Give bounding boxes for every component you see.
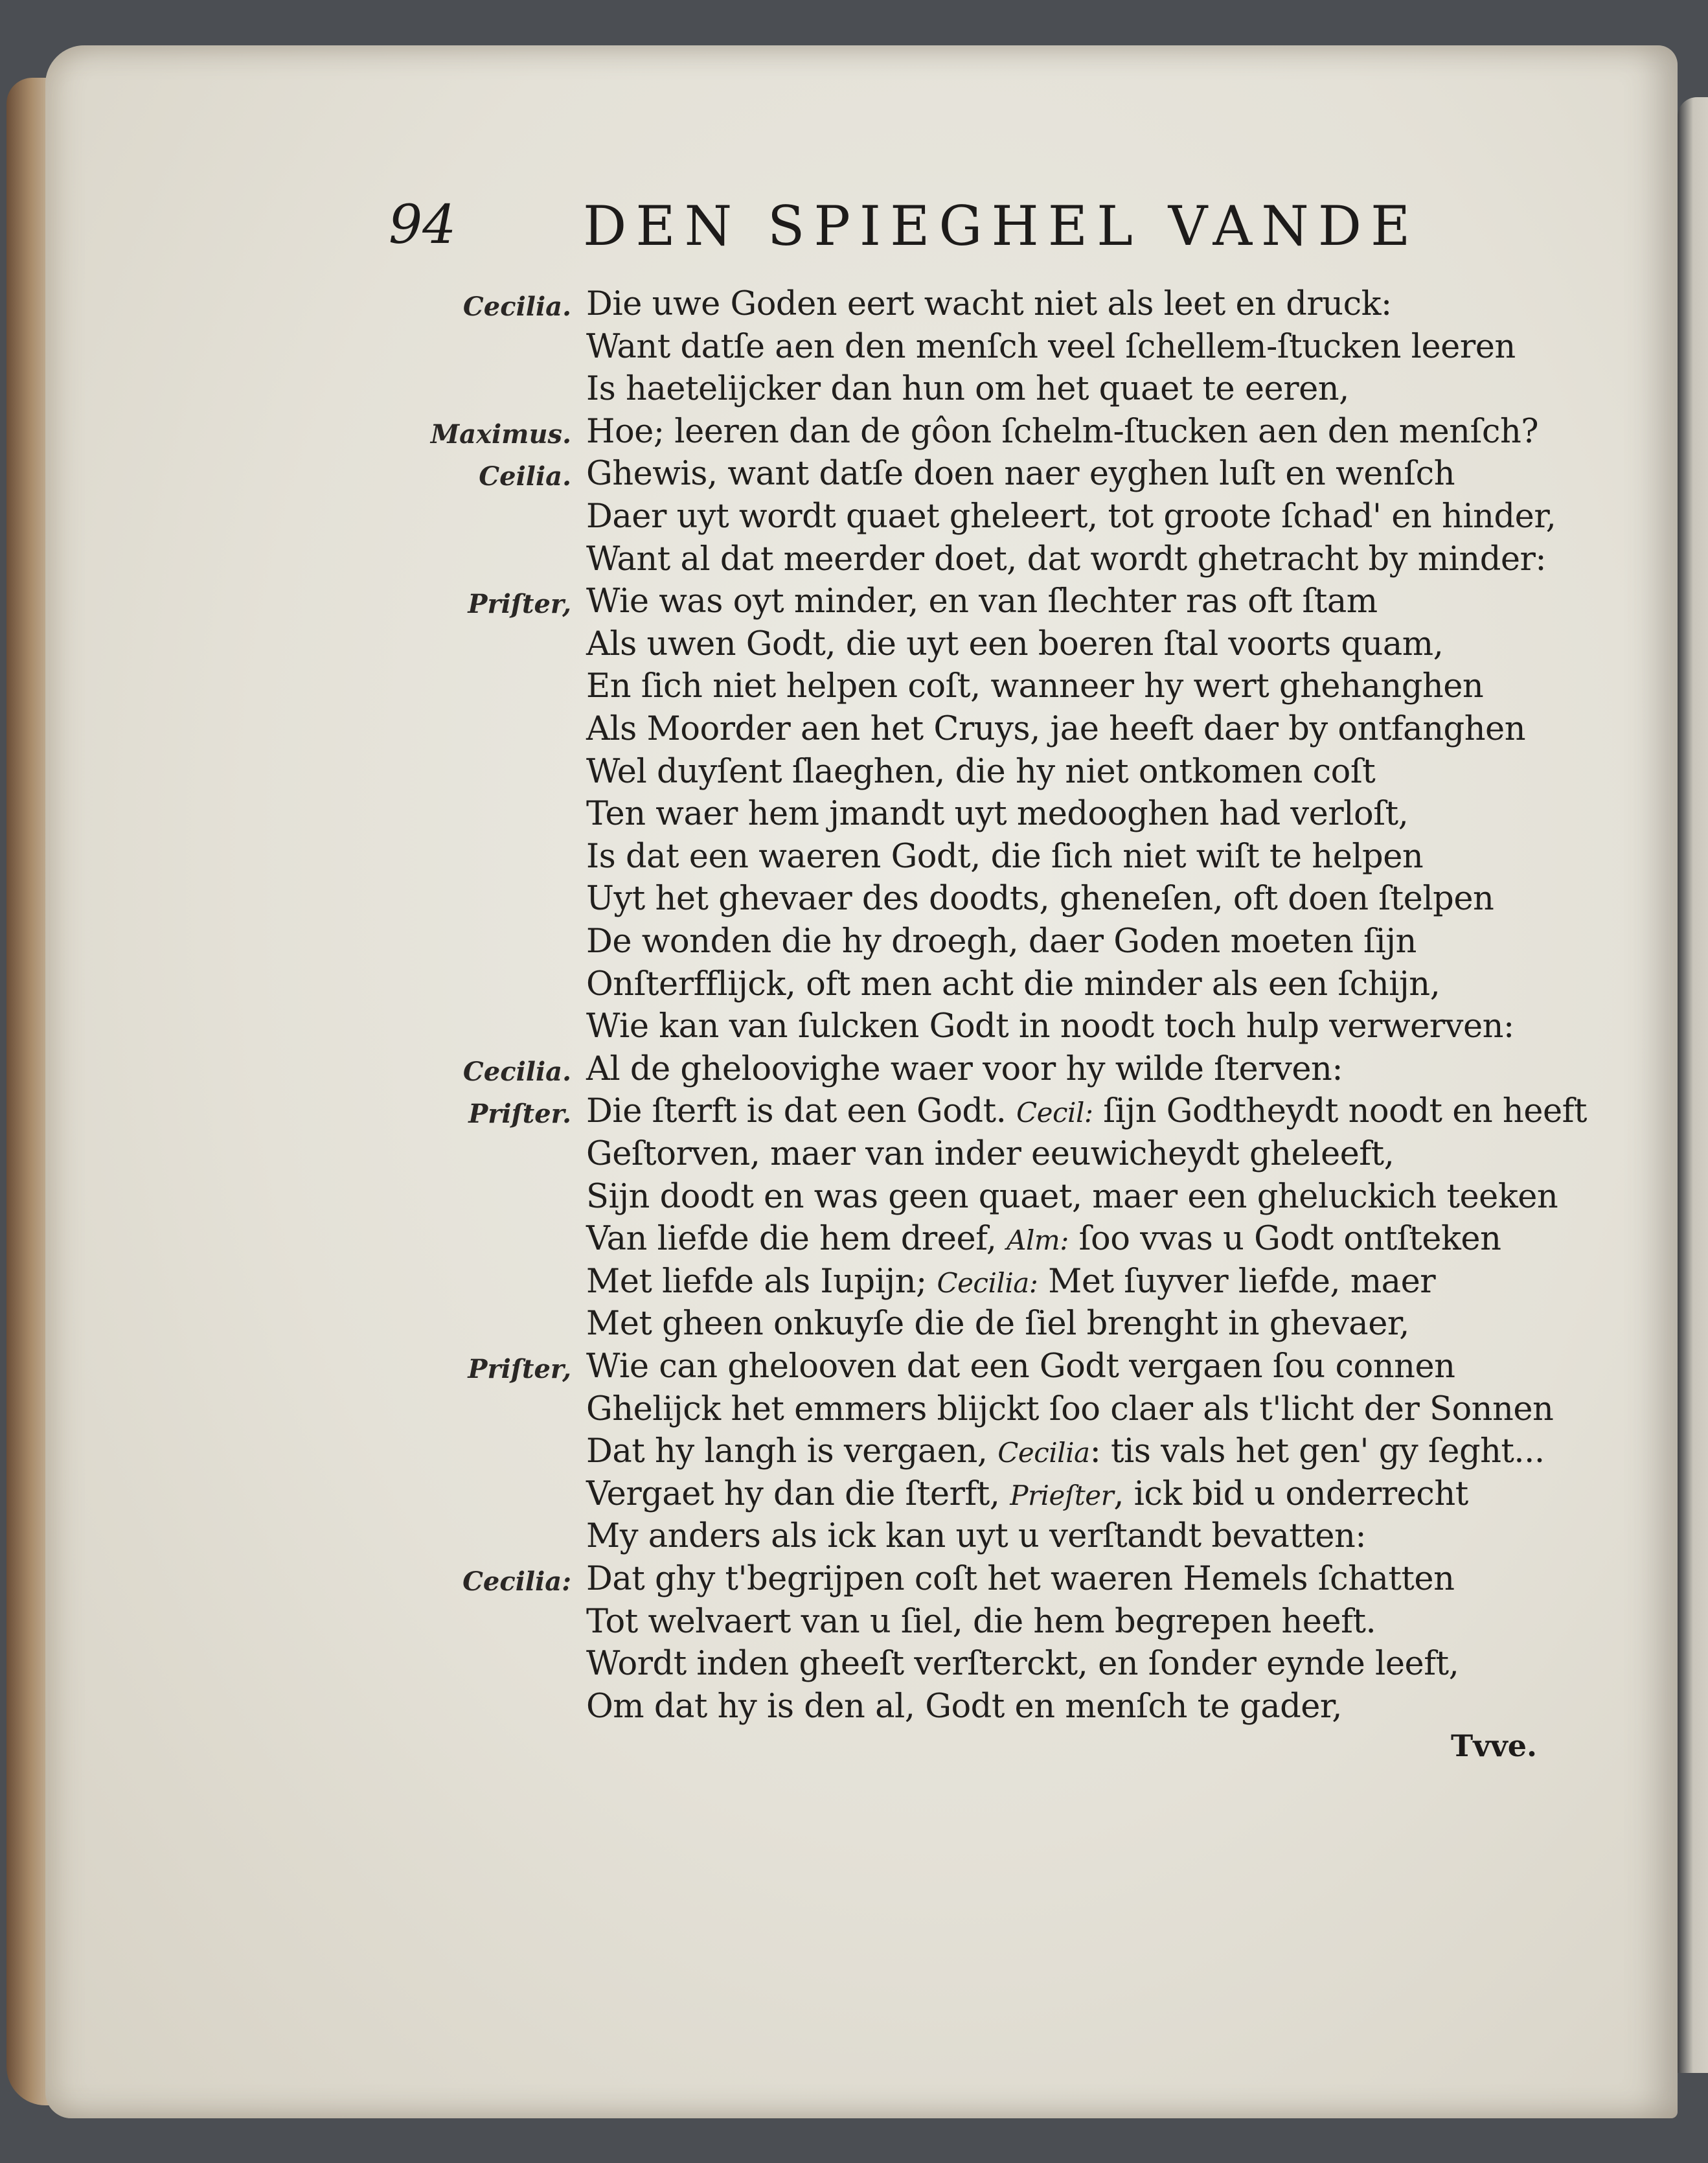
verse-line	[0, 1517, 1708, 1560]
verse-line	[0, 285, 1708, 328]
verse-line	[0, 582, 1708, 625]
verse-segment: En ſich niet helpen coſt, wanneer hy wert ghehanghen	[586, 667, 1484, 706]
running-title: DEN SPIEGHEL VANDE	[583, 194, 1420, 258]
verse-line	[0, 1560, 1708, 1603]
verse-text-line	[586, 1050, 1343, 1088]
verse-line	[0, 413, 1708, 455]
verse-line	[0, 1475, 1708, 1518]
verse-text-line	[586, 498, 1556, 536]
verse-line	[0, 1432, 1708, 1475]
speaker-label: Priſter,	[468, 589, 571, 620]
verse-segment: Van liefde die hem dreef,	[586, 1220, 1007, 1259]
speaker-label: Cecilia.	[462, 1056, 571, 1087]
verse-segment: , ick bid u onderrecht	[1113, 1474, 1468, 1513]
verse-segment: Uyt het ghevaer des doodts, gheneſen, oft doen ſtelpen	[586, 880, 1494, 919]
verse-line	[0, 498, 1708, 540]
speaker-label: Priſter.	[468, 1099, 571, 1130]
verse-text-line	[586, 1432, 1545, 1471]
verse-segment: Met ſuyver liefde, maer	[1038, 1262, 1436, 1301]
verse-text-line	[586, 838, 1423, 876]
verse-text-line	[586, 1603, 1376, 1641]
verse-line	[0, 1220, 1708, 1263]
verse-text-line	[586, 1390, 1553, 1428]
verse-line	[0, 1050, 1708, 1093]
verse-segment: Want al dat meerder doet, dat wordt ghetracht by minder:	[586, 540, 1547, 578]
verse-text-line	[586, 1092, 1587, 1130]
verse-segment: Als Moorder aen het Cruys, jae heeft daer by ontfanghen	[586, 710, 1526, 748]
verse-segment: Als uwen Godt, die uyt een boeren ſtal voorts quam,	[586, 624, 1444, 663]
verse-segment: Daer uyt wordt quaet gheleert, tot groote ſchad' en hinder,	[586, 498, 1556, 536]
verse-segment: Vergaet hy dan die ſterft,	[586, 1474, 1010, 1513]
verse-text-line	[586, 1517, 1366, 1555]
verse-segment: : tis vals het gen' gy ſeght...	[1089, 1432, 1545, 1471]
verse-line	[0, 922, 1708, 965]
verse-line	[0, 753, 1708, 795]
verse-line	[0, 838, 1708, 880]
verse-line	[0, 625, 1708, 668]
verse-text-line	[586, 328, 1516, 366]
verse-text-line	[586, 285, 1392, 323]
verse-text-line	[586, 795, 1408, 833]
verse-line	[0, 1305, 1708, 1347]
verse-segment: Sijn doodt en was geen quaet, maer een gheluckich teeken	[586, 1177, 1558, 1216]
verse-segment: Dat hy langh is vergaen,	[586, 1432, 998, 1471]
verse-text-line	[586, 455, 1455, 493]
speaker-label: Maximus.	[430, 418, 571, 450]
verse-segment: De wonden die hy droegh, daer Goden moeten ſijn	[586, 922, 1417, 961]
speaker-label: Priſter,	[468, 1354, 571, 1384]
verse-line	[0, 1390, 1708, 1433]
verse-segment: Om dat hy is den al, Godt en menſch te gader,	[586, 1687, 1342, 1726]
verse-segment: Dat ghy t'begrijpen coſt het waeren Hemels ſchatten	[586, 1560, 1455, 1598]
verse-text-line	[586, 625, 1443, 663]
verse-line	[0, 1263, 1708, 1305]
verse-segment: Wel duyſent ſlaeghen, die hy niet ontkomen coſt	[586, 752, 1376, 791]
verse-segment: Met liefde als Iupijn;	[586, 1262, 937, 1301]
running-head	[389, 194, 1425, 272]
verse-segment: Hoe; leeren dan de gôon ſchelm-ſtucken aen den menſch?	[586, 412, 1539, 451]
verse-line	[0, 1603, 1708, 1645]
verse-text-line	[586, 753, 1375, 791]
verse-segment: Wie kan van ſulcken Godt in noodt toch hulp verwerven:	[586, 1007, 1514, 1046]
verse-segment: Die ſterft is dat een Godt.	[586, 1092, 1016, 1131]
verse-text-line	[586, 965, 1440, 1003]
inline-speaker-name: Cecilia:	[937, 1266, 1038, 1299]
verse-line	[0, 1135, 1708, 1178]
verse-segment: ſoo vvas u Godt ontſteken	[1068, 1220, 1501, 1259]
verse-text-line	[586, 1220, 1501, 1258]
verse-segment: Die uwe Goden eert wacht niet als leet en druck:	[586, 285, 1392, 323]
verse-text-line	[586, 1178, 1558, 1216]
verse-segment: Onſterfflijck, oft men acht die minder als een ſchijn,	[586, 965, 1440, 1003]
verse-segment: Wie can ghelooven dat een Godt vergaen ſou connen	[586, 1347, 1455, 1386]
verse-text-line	[586, 710, 1525, 748]
verse-line	[0, 370, 1708, 413]
verse-line	[0, 1688, 1708, 1730]
verse-segment: Ghelijck het emmers blijckt ſoo claer als t'licht der Sonnen	[586, 1390, 1554, 1428]
verse-line	[0, 795, 1708, 838]
verse-segment: My anders als ick kan uyt u verſtandt bevatten:	[586, 1517, 1367, 1556]
verse-segment: Tot welvaert van u ſiel, die hem begrepen heeft.	[586, 1602, 1376, 1641]
inline-speaker-name: Alm:	[1007, 1224, 1069, 1257]
inline-speaker-name: Cecilia	[997, 1437, 1090, 1469]
verse-text-line	[586, 413, 1538, 451]
verse-line	[0, 1645, 1708, 1688]
verse-line	[0, 965, 1708, 1008]
verse-segment: Ghewis, want datſe doen naer eyghen luſt en wenſch	[586, 455, 1455, 494]
verse-text-line	[586, 922, 1417, 961]
verse-line	[0, 328, 1708, 371]
verse-text-line	[586, 880, 1494, 918]
verse-text-line	[586, 1688, 1342, 1726]
verse-text-line	[586, 1560, 1454, 1598]
verse-text-line	[586, 667, 1483, 705]
verse-line	[0, 1092, 1708, 1135]
speaker-label: Cecilia:	[462, 1566, 571, 1597]
verse-segment: Wie was oyt minder, en van ſlechter ras oft ſtam	[586, 582, 1378, 621]
verse-line	[0, 540, 1708, 583]
verse-segment: Is dat een waeren Godt, die ſich niet wiſt te helpen	[586, 837, 1424, 876]
verse-text-line	[586, 1347, 1455, 1386]
verse-text-line	[586, 582, 1378, 621]
catchword: Tvve.	[1451, 1728, 1537, 1763]
verse-text-line	[586, 370, 1349, 408]
page-number: 94	[389, 194, 457, 256]
verse-line	[0, 880, 1708, 922]
verse-segment: Is haetelijcker dan hun om het quaet te eeren,	[586, 370, 1349, 409]
verse-line	[0, 1007, 1708, 1050]
verse-segment: Al de gheloovighe waer voor hy wilde ſterven:	[586, 1049, 1343, 1088]
verse-segment: Want datſe aen den menſch veel ſchellem-ſtucken leeren	[586, 327, 1516, 366]
verse-text-line	[586, 1263, 1435, 1301]
verse-line	[0, 710, 1708, 753]
verse-text-line	[586, 1645, 1459, 1683]
verse-segment: Ten waer hem jmandt uyt medooghen had verloſt,	[586, 795, 1409, 834]
verse-segment: Wordt inden gheeſt verſterckt, en ſonder eynde leeft,	[586, 1645, 1459, 1684]
speaker-label: Cecilia.	[462, 292, 571, 322]
verse-line	[0, 1347, 1708, 1390]
verse-line	[0, 1178, 1708, 1220]
inline-speaker-name: Cecil:	[1016, 1097, 1093, 1129]
verse-text-line	[586, 540, 1546, 578]
verse-segment: Met gheen onkuyſe die de ſiel brenght in ghevaer,	[586, 1305, 1409, 1344]
inline-speaker-name: Prieſter	[1010, 1479, 1114, 1511]
speaker-label: Ceilia.	[479, 461, 571, 492]
verse-text-line	[586, 1305, 1409, 1343]
verse-text-line	[586, 1007, 1514, 1046]
verse-line	[0, 455, 1708, 498]
verse-text-line	[586, 1135, 1394, 1173]
verse-text-line	[586, 1475, 1468, 1513]
verse-segment: Geſtorven, maer van inder eeuwicheydt gheleeft,	[586, 1135, 1395, 1173]
verse-segment: ſijn Godtheydt noodt en heeft	[1093, 1092, 1588, 1131]
verse-line	[0, 667, 1708, 710]
